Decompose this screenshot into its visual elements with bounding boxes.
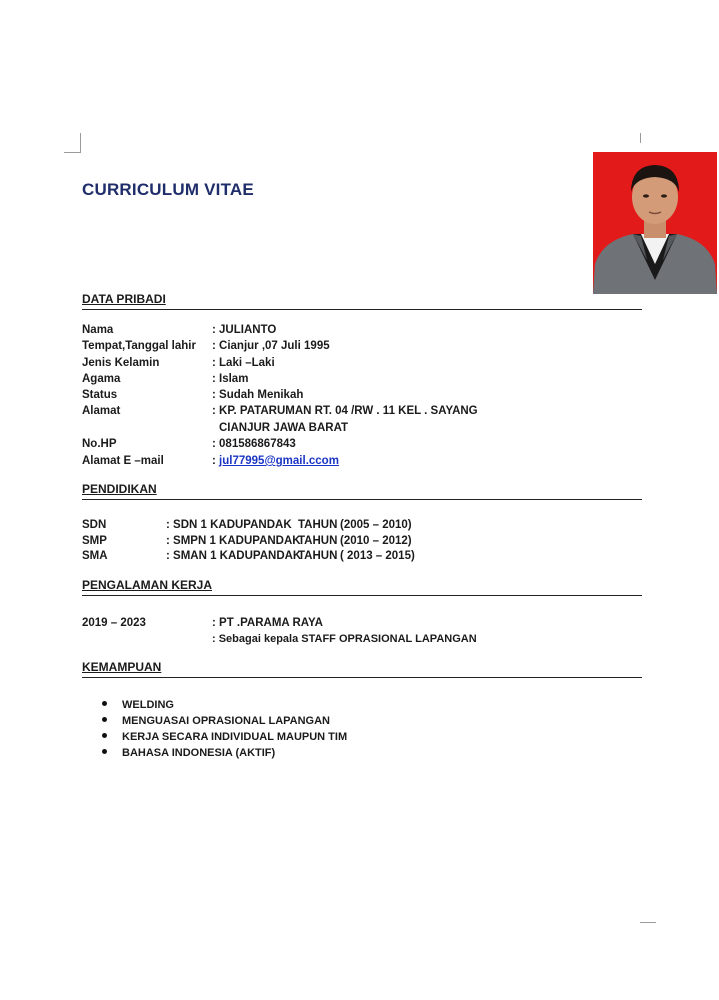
bullet-icon xyxy=(102,717,107,722)
education-tahun: TAHUN xyxy=(298,550,338,562)
education-tahun: TAHUN xyxy=(298,535,338,547)
section-skills-heading: KEMAMPUAN xyxy=(82,660,642,678)
crop-mark xyxy=(80,133,81,153)
status-value: : Sudah Menikah xyxy=(212,389,304,401)
education-years: ( 2013 – 2015) xyxy=(340,550,415,562)
name-label: Nama xyxy=(82,324,114,336)
section-personal-heading: DATA PRIBADI xyxy=(82,292,642,310)
email-colon: : xyxy=(212,455,216,467)
crop-mark xyxy=(64,152,81,153)
education-school: : SMPN 1 KADUPANDAK xyxy=(166,535,301,547)
education-years: (2010 – 2012) xyxy=(340,535,412,547)
birth-value: : Cianjur ,07 Juli 1995 xyxy=(212,340,330,352)
gender-label: Jenis Kelamin xyxy=(82,357,160,369)
education-level: SMP xyxy=(82,535,107,547)
birth-label: Tempat,Tanggal lahir xyxy=(82,340,196,352)
email-link[interactable]: jul77995@gmail.ccom xyxy=(219,455,339,467)
education-years: (2005 – 2010) xyxy=(340,519,412,531)
gender-value: : Laki –Laki xyxy=(212,357,275,369)
page-title: CURRICULUM VITAE xyxy=(82,180,254,199)
crop-mark xyxy=(640,133,641,143)
email-label: Alamat E –mail xyxy=(82,455,164,467)
address-label: Alamat xyxy=(82,405,121,417)
profile-photo xyxy=(593,152,717,294)
crop-mark xyxy=(640,922,656,923)
phone-label: No.HP xyxy=(82,438,117,450)
address-line-2: CIANJUR JAWA BARAT xyxy=(219,422,349,434)
section-education-heading: PENDIDIKAN xyxy=(82,482,642,500)
education-school: : SMAN 1 KADUPANDAK xyxy=(166,550,302,562)
experience-period: 2019 – 2023 xyxy=(82,617,146,629)
status-label: Status xyxy=(82,389,118,401)
education-level: SDN xyxy=(82,519,107,531)
skill-item: WELDING xyxy=(102,697,174,713)
skill-item: BAHASA INDONESIA (AKTIF) xyxy=(102,745,275,761)
education-level: SMA xyxy=(82,550,108,562)
experience-role: : Sebagai kepala STAFF OPRASIONAL LAPANGAN xyxy=(212,633,477,645)
bullet-icon xyxy=(102,749,107,754)
phone-value: : 081586867843 xyxy=(212,438,296,450)
education-tahun: TAHUN xyxy=(298,519,338,531)
skill-item: KERJA SECARA INDIVIDUAL MAUPUN TIM xyxy=(102,729,347,745)
name-value: : JULIANTO xyxy=(212,324,277,336)
skill-item: MENGUASAI OPRASIONAL LAPANGAN xyxy=(102,713,330,729)
bullet-icon xyxy=(102,733,107,738)
section-experience-heading: PENGALAMAN KERJA xyxy=(82,578,642,596)
email-row xyxy=(212,453,339,469)
religion-label: Agama xyxy=(82,373,121,385)
religion-value: : Islam xyxy=(212,373,249,385)
education-school: : SDN 1 KADUPANDAK xyxy=(166,519,292,531)
address-value: : KP. PATARUMAN RT. 04 /RW . 11 KEL . SAYANG xyxy=(212,405,478,417)
bullet-icon xyxy=(102,701,107,706)
experience-company: : PT .PARAMA RAYA xyxy=(212,617,323,629)
